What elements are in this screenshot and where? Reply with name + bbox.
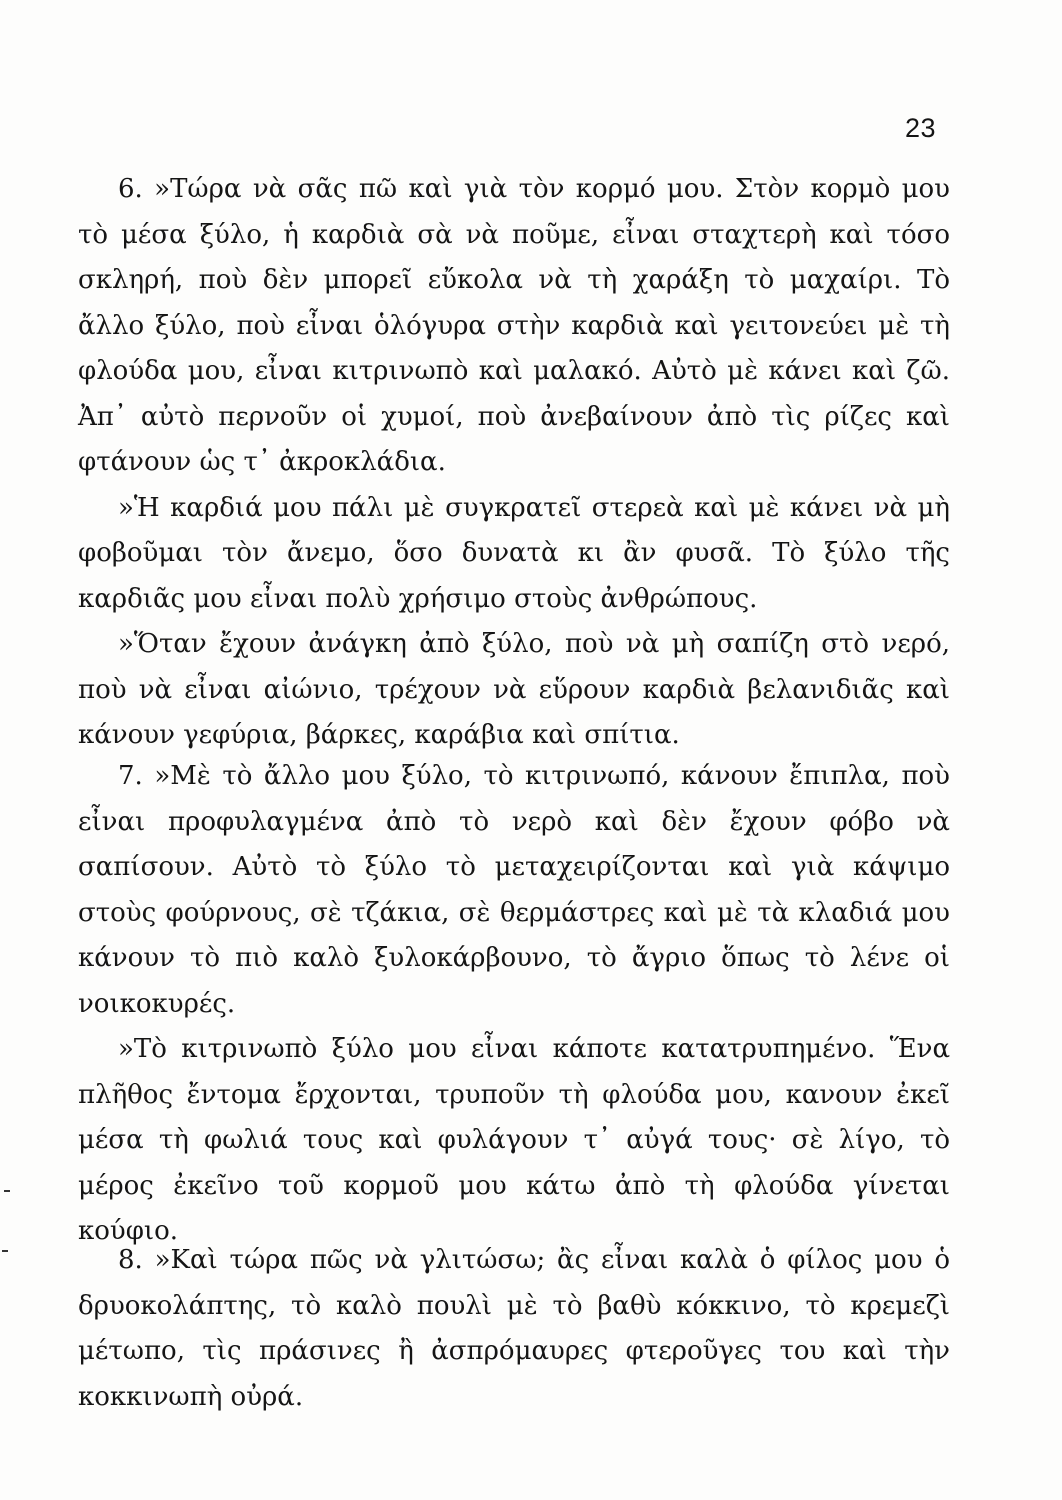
scan-mark <box>4 1190 10 1192</box>
paragraph: »Ὅταν ἔχουν ἀνάγκη ἀπὸ ξύλο, ποὺ νὰ μὴ σαπίζη στὸ νερό, ποὺ νὰ εἶναι αἰώνιο, τρέχουν νὰ εὕρουν καρδιὰ βελανιδιᾶς καὶ κάνουν γεφύρια, βάρκες, καράβια καὶ σπίτια. <box>78 629 950 750</box>
section-6 <box>78 167 950 759</box>
page-number: 23 <box>905 113 937 143</box>
paragraph: »Τὸ κιτρινωπὸ ξύλο μου εἶναι κάποτε κατατρυπημένο. Ἕνα πλῆθος ἔντομα ἔρχονται, τρυποῦν τὴ φλούδα μου, κανουν ἐκεῖ μέσα τὴ φωλιά τους καὶ φυλάγουν τ᾿ αὐγά τους· σὲ λίγο, τὸ μέρος ἐκεῖνο τοῦ κορμοῦ μου κάτω ἀπὸ τὴ φλούδα γίνεται κούφιο. <box>78 1034 950 1246</box>
paragraph: 7. »Μὲ τὸ ἄλλο μου ξύλο, τὸ κιτρινωπό, κάνουν ἔπιπλα, ποὺ εἶναι προφυλαγμένα ἀπὸ τὸ νερὸ καὶ δὲν ἔχουν φόβο νὰ σαπίσουν. Αὐτὸ τὸ ξύλο τὸ μεταχειρίζονται καὶ γιὰ κάψιμο στοὺς φούρνους, σὲ τζάκια, σὲ θερμάστρες καὶ μὲ τὰ κλαδιά μου κάνουν τὸ πιὸ καλὸ ξυλοκάρβουνο, τὸ ἄγριο ὅπως τὸ λένε οἱ νοικοκυρές. <box>78 761 950 1019</box>
section-7 <box>78 754 950 1255</box>
scan-mark <box>2 1250 8 1252</box>
paragraph: 6. »Τώρα νὰ σᾶς πῶ καὶ γιὰ τὸν κορμό μου. Στὸν κορμὸ μου τὸ μέσα ξύλο, ἡ καρδιὰ σὰ νὰ ποῦμε, εἶναι σταχτερὴ καὶ τόσο σκληρή, ποὺ δὲν μπορεῖ εὔκολα νὰ τὴ χαράξη τὸ μαχαίρι. Τὸ ἄλλο ξύλο, ποὺ εἶναι ὁλόγυρα στὴν καρδιὰ καὶ γειτονεύει μὲ τὴ φλούδα μου, εἶναι κιτρινωπὸ καὶ μαλακό. Αὐτὸ μὲ κάνει καὶ ζῶ. Ἀπ᾿ αὐτὸ περνοῦν οἱ χυμοί, ποὺ ἀνεβαίνουν ἀπὸ τὶς ρίζες καὶ φτάνουν ὡς τ᾿ ἀκροκλάδια. <box>78 174 950 477</box>
section-8 <box>78 1238 950 1420</box>
paragraph: »Ἡ καρδιά μου πάλι μὲ συγκρατεῖ στερεὰ καὶ μὲ κάνει νὰ μὴ φοβοῦμαι τὸν ἄνεμο, ὅσο δυνατὰ κι ἂν φυσᾶ. Τὸ ξύλο τῆς καρδιᾶς μου εἶναι πολὺ χρήσιμο στοὺς ἀνθρώπους. <box>78 492 950 614</box>
paragraph: 8. »Καὶ τώρα πῶς νὰ γλιτώσω; ἂς εἶναι καλὰ ὁ φίλος μου ὁ δρυοκολάπτης, τὸ καλὸ πουλὶ μὲ τὸ βαθὺ κόκκινο, τὸ κρεμεζὶ μέτωπο, τὶς πράσινες ἢ ἀσπρόμαυρες φτεροῦγες του καὶ τὴν κοκκινωπὴ οὐρά. <box>78 1245 950 1412</box>
